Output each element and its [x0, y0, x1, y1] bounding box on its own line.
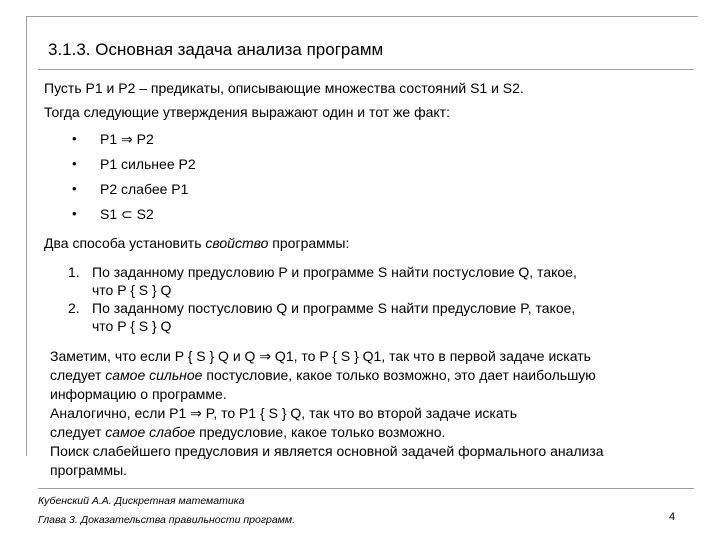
list-item-line: что P { S } Q — [92, 318, 172, 334]
para-line — [50, 367, 596, 384]
bullet-item: P1 ⇒ P2 — [100, 131, 154, 147]
list-item-line: По заданному постусловию Q и программе S найти предусловие P, такое, — [92, 300, 576, 316]
ways-emphasis: свойство — [205, 235, 269, 251]
bullet-item: S1 ⊂ S2 — [100, 206, 154, 222]
para-text: следует — [50, 367, 106, 383]
footer-author: Кубенский А.А. Дискретная математика — [38, 495, 245, 507]
para-emphasis: самое сильное — [105, 367, 203, 383]
list-item-line: По заданному предусловию P и программе S найти постусловие Q, такое, — [92, 264, 577, 280]
para-emphasis: самое слабое — [105, 424, 196, 440]
list-item-line: что P { S } Q — [92, 282, 172, 298]
list-number: 1. — [68, 264, 80, 280]
bullet-item: P1 сильнее P2 — [100, 156, 196, 172]
bullet-item: P2 слабее P1 — [100, 181, 189, 197]
para-text: постусловие, какое только возможно, это дает наибольшую — [202, 367, 596, 383]
footer-chapter: Глава 3. Доказательства правильности программ. — [38, 514, 295, 526]
para-line: информацию о программе. — [50, 386, 227, 402]
para-line: Поиск слабейшего предусловия и является основной задачей формального анализа — [50, 443, 604, 459]
bullet-marker: • — [72, 206, 77, 221]
para-line — [50, 424, 445, 441]
intro-line-2: Тогда следующие утверждения выражают один и тот же факт: — [44, 104, 450, 120]
ways-tail: программы: — [268, 235, 350, 251]
para-text: предусловие, какое только возможно. — [195, 424, 446, 440]
frame-top-border — [26, 16, 698, 17]
bullet-marker: • — [72, 131, 77, 146]
list-number: 2. — [68, 300, 80, 316]
para-text: следует — [50, 424, 106, 440]
footer-rule — [38, 488, 694, 489]
para-line: Заметим, что если P { S } Q и Q ⇒ Q1, то P { S } Q1, так что в первой задаче искать — [50, 348, 591, 364]
page-number: 4 — [669, 511, 676, 523]
frame-left-border — [26, 16, 27, 456]
para-line: программы. — [50, 462, 128, 478]
slide-title: 3.1.3. Основная задача анализа программ — [48, 40, 384, 59]
intro-line-1: Пусть P1 и P2 – предикаты, описывающие множества состояний S1 и S2. — [44, 80, 524, 96]
bullet-marker: • — [72, 181, 77, 196]
ways-heading — [44, 235, 349, 252]
para-line: Аналогично, если P1 ⇒ P, то P1 { S } Q, так что во второй задаче искать — [50, 405, 518, 421]
ways-lead: Два способа установить — [44, 235, 206, 251]
title-rule — [38, 69, 694, 70]
bullet-marker: • — [72, 156, 77, 171]
